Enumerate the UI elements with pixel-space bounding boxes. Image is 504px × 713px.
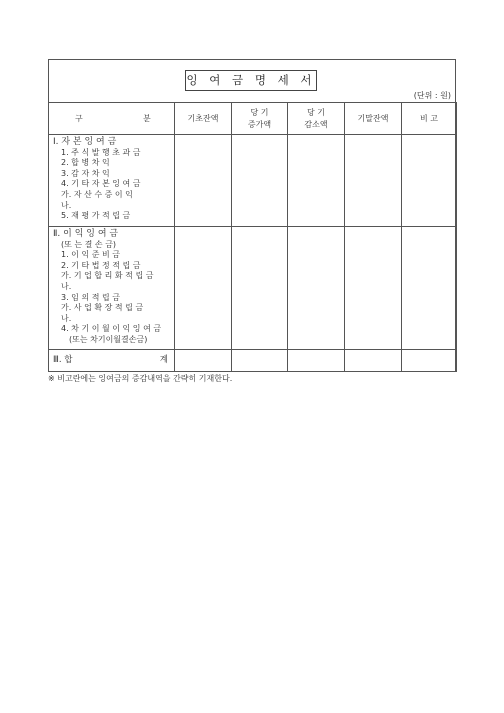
section-line: 3. 감 자 차 익 (61, 168, 110, 178)
section-line: 2. 합 병 차 익 (61, 158, 110, 168)
total-increase-cell[interactable] (232, 350, 288, 372)
surplus-table (48, 102, 457, 372)
header-row (49, 103, 457, 135)
footnote: ※ 비고란에는 잉여금의 증감내역을 간략히 기재한다. (48, 374, 233, 383)
surplus-statement-form (48, 59, 456, 372)
header-closing-balance: 기말잔액 (345, 103, 402, 135)
section-line: Ⅱ. 이 익 잉 여 금 (53, 229, 119, 239)
capital-opening-cell[interactable] (175, 135, 232, 227)
total-text (53, 355, 168, 366)
retained-decrease-cell[interactable] (288, 227, 345, 350)
section-line: 가. 자 산 수 증 이 익 (61, 189, 133, 199)
title-row (49, 60, 455, 102)
header-increase-line-2: 증가액 (247, 119, 272, 129)
section-line: 5. 재 평 가 적 립 금 (61, 211, 131, 221)
header-opening-balance: 기초잔액 (175, 103, 232, 135)
header-remarks: 비 고 (402, 103, 457, 135)
section-line: (또는 차기이월결손금) (69, 334, 148, 344)
total-label-right: 계 (159, 355, 168, 366)
header-category-char-2: 분 (143, 114, 151, 123)
header-increase-line-1: 당 기 (250, 107, 269, 117)
section-line: 2. 기 타 법 정 적 립 금 (61, 260, 141, 270)
section-line: 4. 차 기 이 월 이 익 잉 여 금 (61, 324, 162, 334)
retained-increase-cell[interactable] (232, 227, 288, 350)
section-line: 나. (61, 200, 72, 210)
section-capital-surplus (49, 135, 457, 227)
section-line: Ⅰ. 자 본 잉 여 금 (53, 137, 117, 147)
retained-remarks-cell[interactable] (402, 227, 457, 350)
document-title: 잉 여 금 명 세 서 (185, 70, 317, 91)
unit-label: (단위 : 원) (413, 91, 451, 100)
total-decrease-cell[interactable] (288, 350, 345, 372)
section-retained-earnings-label (49, 227, 175, 350)
total-opening-cell[interactable] (175, 350, 232, 372)
header-increase (232, 103, 288, 135)
total-remarks-cell[interactable] (402, 350, 457, 372)
capital-increase-cell[interactable] (232, 135, 288, 227)
total-closing-cell[interactable] (345, 350, 402, 372)
section-retained-earnings (49, 227, 457, 350)
section-line: 가. 기 업 합 리 화 적 립 금 (61, 271, 154, 281)
total-label-left: Ⅲ. 합 (53, 355, 73, 366)
section-line: 1. 주 식 발 행 초 과 금 (61, 147, 141, 157)
retained-closing-cell[interactable] (345, 227, 402, 350)
section-capital-surplus-label (49, 135, 175, 227)
total-row (49, 350, 457, 372)
capital-remarks-cell[interactable] (402, 135, 457, 227)
header-decrease-line-1: 당 기 (307, 107, 325, 117)
header-category (49, 103, 175, 135)
section-line: 4. 기 타 자 본 잉 여 금 (61, 179, 141, 189)
section-line: 가. 사 업 확 장 적 립 금 (61, 303, 144, 313)
capital-closing-cell[interactable] (345, 135, 402, 227)
section-line: (또 는 결 손 금) (61, 239, 117, 249)
header-decrease (288, 103, 345, 135)
section-line: 나. (61, 313, 72, 323)
section-line: 3. 임 의 적 립 금 (61, 292, 120, 302)
retained-opening-cell[interactable] (175, 227, 232, 350)
section-line: 1. 이 익 준 비 금 (61, 250, 120, 260)
total-label (49, 350, 175, 372)
capital-decrease-cell[interactable] (288, 135, 345, 227)
header-decrease-line-2: 감소액 (304, 119, 328, 129)
section-line: 나. (61, 281, 72, 291)
header-category-char-1: 구 (75, 114, 83, 123)
